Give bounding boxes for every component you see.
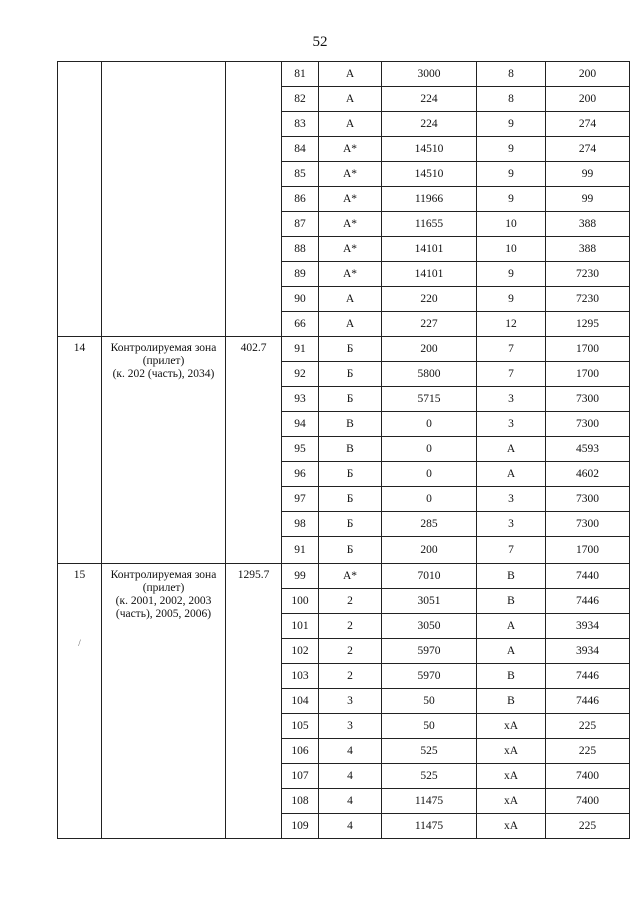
column-5-cell: 4593 — [546, 437, 630, 462]
column-4-cell: 8 — [477, 62, 546, 87]
point-number-cell: 90 — [282, 287, 319, 312]
zone-number-cell — [58, 62, 102, 337]
column-5-cell: 274 — [546, 137, 630, 162]
category-cell: Б — [319, 462, 382, 487]
value-cell: 14510 — [382, 162, 477, 187]
point-number-cell: 109 — [282, 814, 319, 839]
category-cell: А — [319, 312, 382, 337]
zone-number: 15 — [73, 569, 86, 581]
value-cell: 224 — [382, 87, 477, 112]
value-cell: 3051 — [382, 589, 477, 614]
point-number-cell: 100 — [282, 589, 319, 614]
value-cell: 5970 — [382, 639, 477, 664]
category-cell: 2 — [319, 589, 382, 614]
column-4-cell: А — [477, 614, 546, 639]
category-cell: 4 — [319, 739, 382, 764]
point-number-cell: 104 — [282, 689, 319, 714]
column-5-cell: 3934 — [546, 639, 630, 664]
category-cell: Б — [319, 362, 382, 387]
category-cell: А* — [319, 564, 382, 589]
column-4-cell: А — [477, 437, 546, 462]
column-5-cell: 388 — [546, 212, 630, 237]
column-5-cell: 225 — [546, 739, 630, 764]
point-number-cell: 83 — [282, 112, 319, 137]
point-number-cell: 101 — [282, 614, 319, 639]
category-cell: А — [319, 87, 382, 112]
point-number-cell: 66 — [282, 312, 319, 337]
category-cell: А — [319, 287, 382, 312]
zone-name — [102, 62, 226, 337]
column-4-cell: 9 — [477, 112, 546, 137]
column-4-cell: 9 — [477, 137, 546, 162]
category-cell: 3 — [319, 689, 382, 714]
column-5-cell: 7446 — [546, 689, 630, 714]
column-5-cell: 1295 — [546, 312, 630, 337]
value-cell: 525 — [382, 739, 477, 764]
category-cell: В — [319, 412, 382, 437]
point-number-cell: 108 — [282, 789, 319, 814]
category-cell: 2 — [319, 639, 382, 664]
column-4-cell: 9 — [477, 162, 546, 187]
point-number-cell: 91 — [282, 337, 319, 362]
column-4-cell: 3 — [477, 487, 546, 512]
column-4-cell: 3 — [477, 512, 546, 537]
value-cell: 3050 — [382, 614, 477, 639]
column-5-cell: 7300 — [546, 412, 630, 437]
column-5-cell: 200 — [546, 87, 630, 112]
value-cell: 11655 — [382, 212, 477, 237]
column-4-cell: А — [477, 639, 546, 664]
category-cell: В — [319, 437, 382, 462]
point-number-cell: 87 — [282, 212, 319, 237]
point-number-cell: 81 — [282, 62, 319, 87]
column-5-cell: 7300 — [546, 512, 630, 537]
column-4-cell: 7 — [477, 537, 546, 564]
column-4-cell: хА — [477, 714, 546, 739]
column-5-cell: 7400 — [546, 764, 630, 789]
column-5-cell: 7400 — [546, 789, 630, 814]
point-number-cell: 85 — [282, 162, 319, 187]
column-5-cell: 1700 — [546, 337, 630, 362]
point-number-cell: 103 — [282, 664, 319, 689]
column-4-cell: 10 — [477, 212, 546, 237]
point-number-cell: 88 — [282, 237, 319, 262]
zone-area — [226, 62, 282, 337]
value-cell: 0 — [382, 412, 477, 437]
category-cell: Б — [319, 387, 382, 412]
column-5-cell: 7300 — [546, 487, 630, 512]
category-cell: А* — [319, 212, 382, 237]
column-4-cell: В — [477, 664, 546, 689]
point-number-cell: 91 — [282, 537, 319, 564]
value-cell: 0 — [382, 437, 477, 462]
category-cell: А* — [319, 187, 382, 212]
value-cell: 11966 — [382, 187, 477, 212]
point-number-cell: 92 — [282, 362, 319, 387]
column-5-cell: 7230 — [546, 287, 630, 312]
column-4-cell: В — [477, 564, 546, 589]
value-cell: 5800 — [382, 362, 477, 387]
zone-number-cell — [58, 337, 102, 564]
column-4-cell: 9 — [477, 187, 546, 212]
value-cell: 14510 — [382, 137, 477, 162]
point-number-cell: 84 — [282, 137, 319, 162]
table-row — [58, 564, 630, 589]
category-cell: Б — [319, 537, 382, 564]
value-cell: 0 — [382, 462, 477, 487]
coordinates-table — [57, 61, 630, 839]
category-cell: 4 — [319, 789, 382, 814]
value-cell: 14101 — [382, 262, 477, 287]
column-5-cell: 7446 — [546, 589, 630, 614]
column-5-cell: 7300 — [546, 387, 630, 412]
value-cell: 14101 — [382, 237, 477, 262]
category-cell: А* — [319, 137, 382, 162]
column-4-cell: 9 — [477, 287, 546, 312]
column-5-cell: 99 — [546, 162, 630, 187]
zone-name: Контролируемая зона (прилет) (к. 202 (часть), 2034) — [102, 337, 226, 564]
category-cell: Б — [319, 512, 382, 537]
zone-area: 402.7 — [226, 337, 282, 564]
column-5-cell: 225 — [546, 814, 630, 839]
value-cell: 11475 — [382, 814, 477, 839]
value-cell: 5970 — [382, 664, 477, 689]
value-cell: 220 — [382, 287, 477, 312]
column-4-cell: 12 — [477, 312, 546, 337]
point-number-cell: 105 — [282, 714, 319, 739]
column-4-cell: 9 — [477, 262, 546, 287]
column-4-cell: хА — [477, 764, 546, 789]
point-number-cell: 107 — [282, 764, 319, 789]
point-number-cell: 97 — [282, 487, 319, 512]
point-number-cell: 82 — [282, 87, 319, 112]
column-4-cell: 3 — [477, 412, 546, 437]
category-cell: 3 — [319, 714, 382, 739]
category-cell: 4 — [319, 814, 382, 839]
column-5-cell: 225 — [546, 714, 630, 739]
value-cell: 227 — [382, 312, 477, 337]
point-number-cell: 93 — [282, 387, 319, 412]
point-number-cell: 99 — [282, 564, 319, 589]
category-cell: А — [319, 112, 382, 137]
column-5-cell: 99 — [546, 187, 630, 212]
category-cell: А* — [319, 237, 382, 262]
value-cell: 5715 — [382, 387, 477, 412]
column-4-cell: 7 — [477, 362, 546, 387]
column-4-cell: 3 — [477, 387, 546, 412]
point-number-cell: 89 — [282, 262, 319, 287]
table-row — [58, 62, 630, 87]
column-4-cell: хА — [477, 814, 546, 839]
column-5-cell: 7446 — [546, 664, 630, 689]
column-5-cell: 1700 — [546, 537, 630, 564]
category-cell: Б — [319, 337, 382, 362]
point-number-cell: 96 — [282, 462, 319, 487]
zone-area: 1295.7 — [226, 564, 282, 839]
column-4-cell: 8 — [477, 87, 546, 112]
value-cell: 3000 — [382, 62, 477, 87]
column-5-cell: 200 — [546, 62, 630, 87]
value-cell: 11475 — [382, 789, 477, 814]
column-5-cell: 1700 — [546, 362, 630, 387]
value-cell: 7010 — [382, 564, 477, 589]
column-5-cell: 3934 — [546, 614, 630, 639]
point-number-cell: 95 — [282, 437, 319, 462]
value-cell: 50 — [382, 689, 477, 714]
zone-number: 14 — [73, 342, 86, 354]
column-4-cell: хА — [477, 739, 546, 764]
category-cell: А* — [319, 262, 382, 287]
column-4-cell: В — [477, 689, 546, 714]
point-number-cell: 106 — [282, 739, 319, 764]
value-cell: 224 — [382, 112, 477, 137]
point-number-cell: 98 — [282, 512, 319, 537]
zone-name: Контролируемая зона (прилет) (к. 2001, 2002, 2003 (часть), 2005, 2006) — [102, 564, 226, 839]
column-4-cell: хА — [477, 789, 546, 814]
category-cell: А — [319, 62, 382, 87]
column-4-cell: 10 — [477, 237, 546, 262]
column-5-cell: 388 — [546, 237, 630, 262]
column-5-cell: 7440 — [546, 564, 630, 589]
category-cell: 2 — [319, 614, 382, 639]
value-cell: 200 — [382, 537, 477, 564]
category-cell: А* — [319, 162, 382, 187]
table-row — [58, 337, 630, 362]
value-cell: 285 — [382, 512, 477, 537]
point-number-cell: 94 — [282, 412, 319, 437]
column-4-cell: 7 — [477, 337, 546, 362]
column-4-cell: В — [477, 589, 546, 614]
zone-number-cell — [58, 564, 102, 839]
value-cell: 200 — [382, 337, 477, 362]
column-4-cell: А — [477, 462, 546, 487]
column-5-cell: 274 — [546, 112, 630, 137]
point-number-cell: 86 — [282, 187, 319, 212]
value-cell: 50 — [382, 714, 477, 739]
category-cell: 2 — [319, 664, 382, 689]
column-5-cell: 4602 — [546, 462, 630, 487]
category-cell: 4 — [319, 764, 382, 789]
category-cell: Б — [319, 487, 382, 512]
column-5-cell: 7230 — [546, 262, 630, 287]
value-cell: 0 — [382, 487, 477, 512]
point-number-cell: 102 — [282, 639, 319, 664]
page-number: 52 — [312, 34, 328, 50]
value-cell: 525 — [382, 764, 477, 789]
margin-mark: / — [78, 638, 81, 648]
